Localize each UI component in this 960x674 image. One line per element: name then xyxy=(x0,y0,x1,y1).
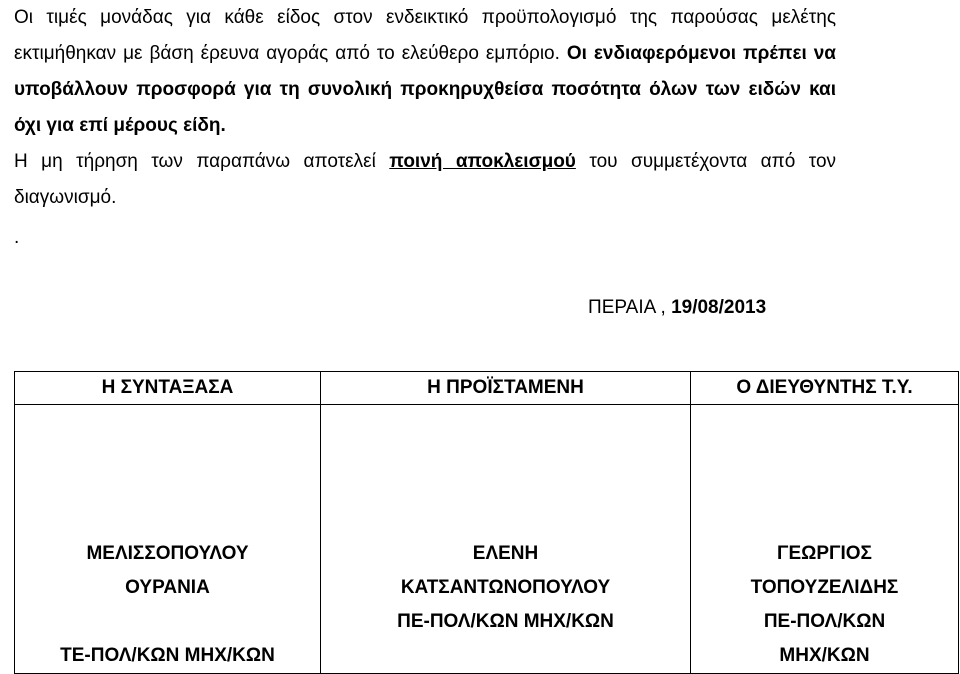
signature-cell-author xyxy=(15,405,321,674)
signature-cell-head xyxy=(321,405,691,674)
signature-cell-director xyxy=(691,405,959,674)
exclusion-penalty-emphasis: ποινή αποκλεισμού xyxy=(389,151,576,172)
director-title-line2: ΜΗΧ/ΚΩΝ xyxy=(779,645,870,666)
author-firstname: ΟΥΡΑΝΙΑ xyxy=(125,577,210,598)
head-title: ΠΕ-ΠΟΛ/ΚΩΝ ΜΗΧ/ΚΩΝ xyxy=(397,611,614,632)
signatures-header-row xyxy=(15,372,959,405)
signature-role-head: Η ΠΡΟΪΣΤΑΜΕΝΗ xyxy=(321,372,691,405)
signatures-table xyxy=(14,371,959,674)
document-date: 19/08/2013 xyxy=(671,297,767,318)
place-label: ΠΕΡΑΙΑ , xyxy=(588,297,666,318)
signature-role-author: Η ΣΥΝΤΑΞΑΣΑ xyxy=(15,372,321,405)
director-firstname: ΓΕΩΡΓΙΟΣ xyxy=(777,543,872,564)
director-title-line1: ΠΕ-ΠΟΛ/ΚΩΝ xyxy=(763,611,886,632)
pricing-sentence: Οι τιμές μονάδας για κάθε είδος στον ενδεικτικό προϋπολογισμό της παρούσας μελέτης εκτιμήθηκαν με βάση έρευνα αγοράς από το ελεύθερο εμπόριο. xyxy=(14,7,836,64)
signatures-names-row xyxy=(15,405,959,674)
signature-role-director: Ο ΔΙΕΥΘΥΝΤΗΣ Τ.Υ. xyxy=(691,372,959,405)
place-date-line xyxy=(588,290,766,326)
author-surname: ΜΕΛΙΣΣΟΠΟΥΛΟΥ xyxy=(86,543,249,564)
author-title: ΤΕ-ΠΟΛ/ΚΩΝ ΜΗΧ/ΚΩΝ xyxy=(60,645,275,666)
exclusion-sentence-start: Η μη τήρηση των παραπάνω αποτελεί xyxy=(14,151,376,172)
exclusion-sentence-end: του συμμετέχοντα από τον διαγωνισμό. xyxy=(14,151,837,208)
head-surname: ΚΑΤΣΑΝΤΩΝΟΠΟΥΛΟΥ xyxy=(400,577,611,598)
offer-requirement-sentence: Οι ενδιαφερόμενοι πρέπει να υποβάλλουν προσφορά για τη συνολική προκηρυχθείσα ποσότητα όλων των ειδών και όχι για επί μέρους είδη. xyxy=(14,43,836,136)
tender-conditions-paragraph xyxy=(14,0,836,216)
separator-dot: . xyxy=(14,227,20,248)
director-surname: ΤΟΠΟΥΖΕΛΙΔΗΣ xyxy=(750,577,899,598)
head-firstname: ΕΛΕΝΗ xyxy=(472,543,539,564)
